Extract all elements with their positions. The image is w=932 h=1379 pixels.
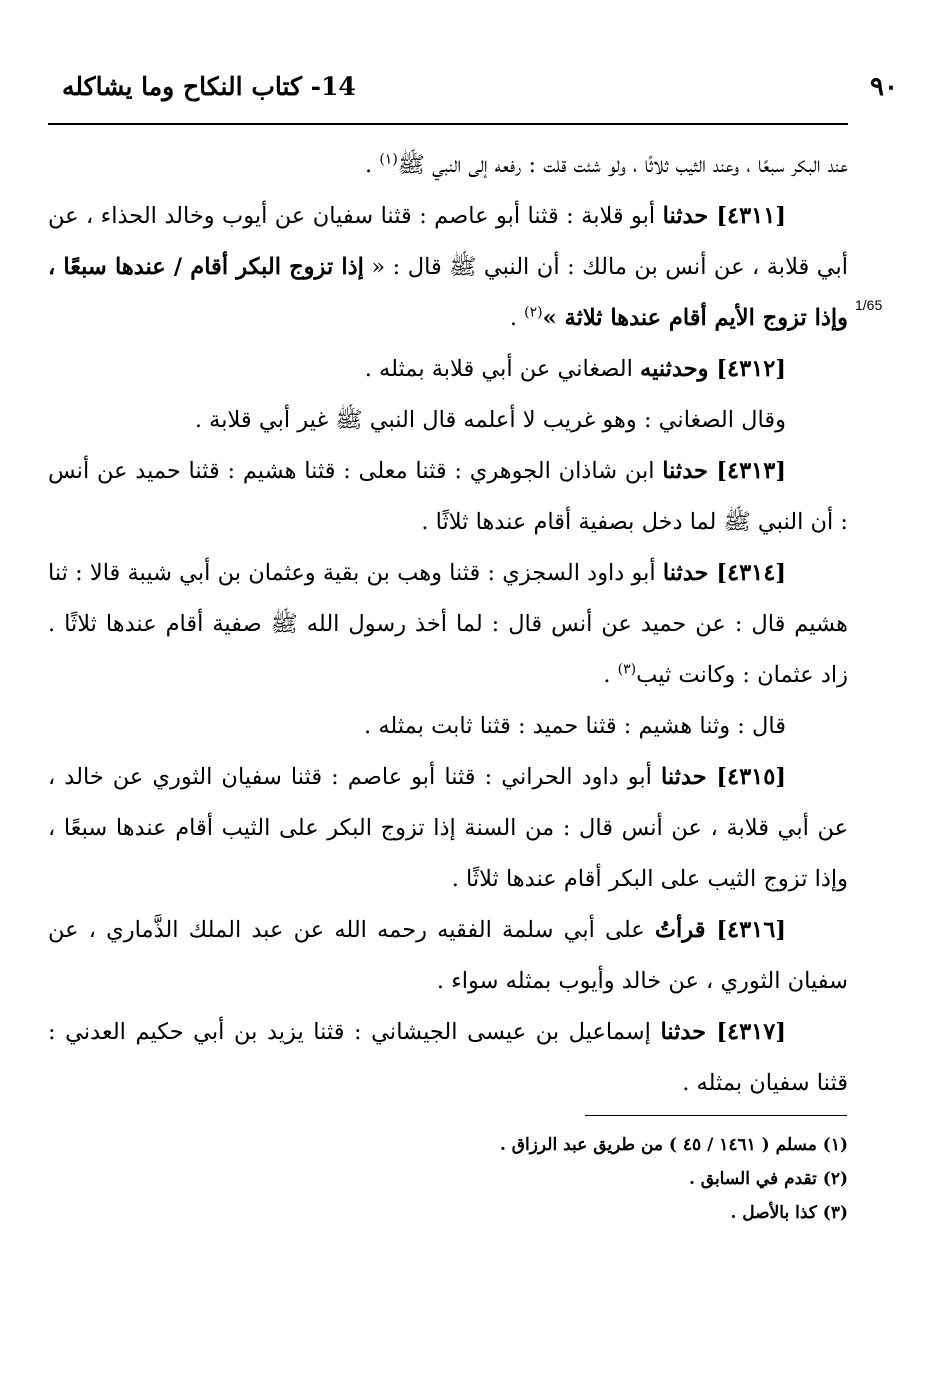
page-number: ٩٠ [870,72,898,102]
paragraph-tail: . [365,152,380,178]
paragraph-text: ابن شاذان الجوهري : قثنا معلى : قثنا هشيم : قثنا حميد عن أنس : أن النبي ﷺ لما دخل بصفية أقام عندها ثلاثًا . [48,458,848,535]
paragraph-text: قال : وثنا هشيم : قثنا حميد : قثنا ثابت بمثله . [364,713,786,739]
hadith-entry [48,344,848,395]
hadith-lead-word: قرأتُ [654,917,717,943]
hadith-number: [٤٣١٢] [716,356,786,382]
footnote-item: (٣) كذا بالأصل . [730,1203,848,1223]
hadith-number: [٤٣١٣] [716,458,787,484]
hadith-quote: إذا تزوج البكر أقام / عندها سبعًا ، وإذا تزوج الأيم أقام عندها ثلاثة [48,254,848,331]
hadith-entry [48,752,848,905]
hadith-entry [48,191,848,344]
paragraph-tail: . [603,662,618,688]
paragraph-tail: . [509,305,525,331]
hadith-number: [٤٣١٦] [716,917,786,943]
footnote-item: (١) مسلم ( ١٤٦١ / ٤٥ ) من طريق عبد الرزاق . [499,1135,848,1155]
footnote-divider [585,1115,847,1116]
main-text [48,140,848,1109]
hadith-number: [٤٣١٤] [716,560,786,586]
hadith-entry [48,446,848,548]
quote-close: » [542,305,565,331]
hadith-lead-word: حدثنا [662,560,717,586]
page-header [48,72,898,112]
paragraph-text: عند البكر سبعًا ، وعند الثيب ثلاثًا ، ولو شئت قلت : رفعه إلى النبي ﷺ [397,152,848,178]
hadith-number: [٤٣١١] [716,203,786,229]
paragraph-text: على أبي سلمة الفقيه رحمه الله عن عبد الملك الذَّماري ، عن سفيان الثوري ، عن خالد وأيوب بمثله سواء . [48,917,848,994]
text-paragraph [48,395,848,446]
footnotes [300,1128,848,1230]
paragraph-text: إسماعيل بن عيسى الجيشاني : قثنا يزيد بن أبي حكيم العدني : قثنا سفيان بمثله . [48,1019,848,1096]
hadith-number: [٤٣١٥] [716,764,786,790]
footnote-reference: (١) [379,151,398,168]
paragraph-text: أبو داود السجزي : قثنا وهب بن بقية وعثمان بن أبي شيبة قالا : ثنا هشيم قال : عن حميد عن أنس قال : لما أخذ رسول الله ﷺ صفية أقام عندها ثلاثًا . زاد عثمان : وكانت ثيب [48,560,848,688]
hadith-lead-word: حدثنا [660,1019,717,1045]
hadith-entry [48,1007,848,1109]
hadith-number: [٤٣١٧] [716,1019,786,1045]
footnote-reference: (٢) [524,304,543,321]
text-paragraph [48,701,848,752]
header-divider [48,123,848,125]
text-paragraph [48,140,848,191]
footnote-reference: (٣) [617,661,637,678]
margin-page-reference: 1/65 [855,297,883,313]
hadith-lead-word: حدثنا [662,203,717,229]
paragraph-text: وقال الصغاني : وهو غريب لا أعلمه قال النبي ﷺ غير أبي قلابة . [194,407,786,433]
paragraph-text: الصغاني عن أبي قلابة بمثله . [364,356,641,382]
hadith-entry [48,548,848,701]
hadith-lead-word: حدثنا [662,458,717,484]
chapter-title: 14- كتاب النكاح وما يشاكله [62,72,356,101]
footnote-item: (٢) تقدم في السابق . [688,1169,848,1189]
paragraph-text: أبو داود الحراني : قثنا أبو عاصم : قثنا سفيان الثوري عن خالد ، عن أبي قلابة ، عن أنس قال : من السنة إذا تزوج البكر على الثيب أقام عندها سبعًا ، وإذا تزوج الثيب على البكر أقام عندها ثلاثًا . [48,764,848,892]
hadith-lead-word: وحدثنيه [640,356,717,382]
hadith-entry [48,905,848,1007]
hadith-lead-word: حدثنا [660,764,717,790]
paragraph-text: أبو قلابة : قثنا أبو عاصم : قثنا سفيان عن أيوب وخالد الحذاء ، عن أبي قلابة ، عن أنس بن مالك : أن النبي ﷺ قال : « [48,203,849,280]
